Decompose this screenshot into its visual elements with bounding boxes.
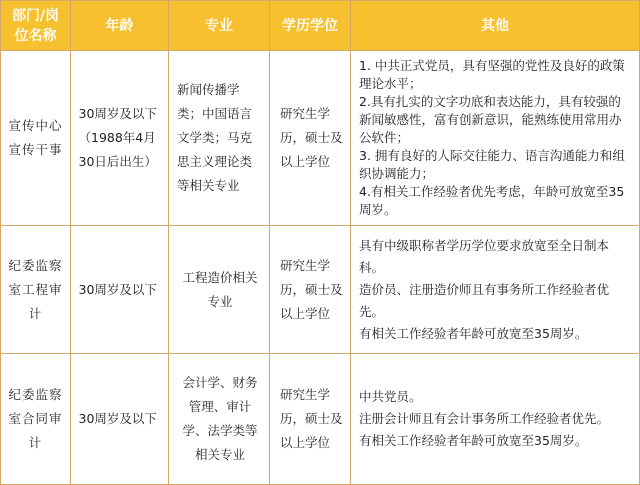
degree-cell: 研究生学历，硕士及以上学位 <box>270 226 351 354</box>
major-cell: 新闻传播学类；中国语言文学类；马克思主义理论类等相关专业 <box>169 51 270 226</box>
table-row <box>1 226 640 354</box>
table-row <box>1 354 640 485</box>
other-cell: 具有中级职称者学历学位要求放宽至全日制本科。 造价员、注册造价师且有事务所工作经验者优先。 有相关工作经验者年龄可放宽至35周岁。 <box>351 226 640 354</box>
table-header-row <box>1 1 640 51</box>
header-major: 专业 <box>169 1 270 51</box>
position-cell: 宣传中心宣传干事 <box>1 51 71 226</box>
age-cell: 30周岁及以下 <box>71 354 169 485</box>
header-other: 其他 <box>351 1 640 51</box>
position-cell: 纪委监察室工程审计 <box>1 226 71 354</box>
other-cell: 1. 中共正式党员，具有坚强的党性及良好的政策理论水平； 2.具有扎实的文字功底和表达能力，具有较强的新闻敏感性，富有创新意识，能熟练使用常用办公软件； 3. 拥有良好的人际交往能力、语言沟通能力和组织协调能力； 4.有相关工作经验者优先考虑，年龄可放宽至35周岁。 <box>351 51 640 226</box>
major-cell: 工程造价相关专业 <box>169 226 270 354</box>
age-cell: 30周岁及以下 <box>71 226 169 354</box>
header-age: 年龄 <box>71 1 169 51</box>
header-position: 部门/岗位名称 <box>1 1 71 51</box>
major-cell: 会计学、财务管理、审计学、法学类等相关专业 <box>169 354 270 485</box>
degree-cell: 研究生学历，硕士及以上学位 <box>270 354 351 485</box>
other-cell: 中共党员。 注册会计师且有会计事务所工作经验者优先。 有相关工作经验者年龄可放宽至35周岁。 <box>351 354 640 485</box>
position-cell: 纪委监察室合同审计 <box>1 354 71 485</box>
degree-cell: 研究生学历，硕士及以上学位 <box>270 51 351 226</box>
table-row <box>1 51 640 226</box>
age-cell: 30周岁及以下（1988年4月30日后出生） <box>71 51 169 226</box>
header-degree: 学历学位 <box>270 1 351 51</box>
